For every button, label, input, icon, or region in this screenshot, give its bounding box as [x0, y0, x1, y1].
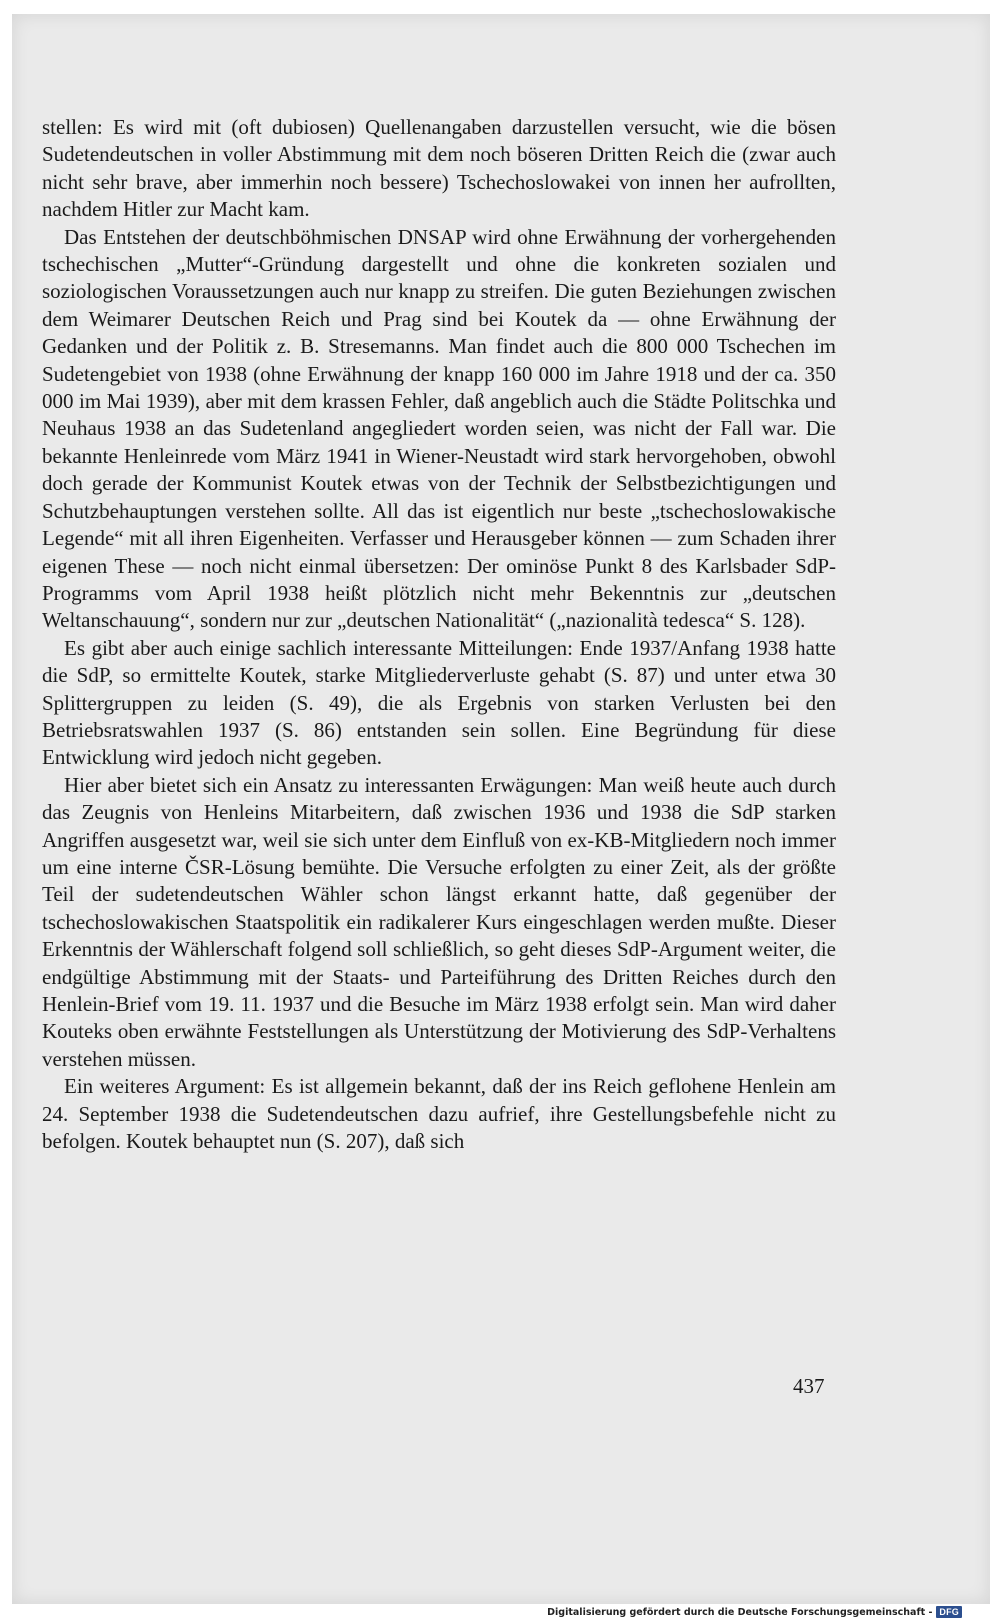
paragraph: Es gibt aber auch einige sachlich interessante Mitteilungen: Ende 1937/Anfang 1938 hatte die SdP, so ermittelte Koutek, starke Mitgliederverluste gehabt (S. 87) und unter etwa 30 Splittergruppen zu leiden (S. 49), die als Ergebnis von starken Verlusten bei den Betriebsratswahlen 1937 (S. 86) entstanden sein sollen. Eine Begründung für diese Entwicklung wird jedoch nicht gegeben. [42, 635, 836, 770]
paragraph: Ein weiteres Argument: Es ist allgemein bekannt, daß der ins Reich geflohene Henlein am 24. September 1938 die Sudetendeutschen dazu aufrief, ihre Gestellungsbefehle nicht zu befolgen. Koutek behauptet nun (S. 207), daß sich [42, 1074, 836, 1154]
paragraph: stellen: Es wird mit (oft dubiosen) Quellenangaben darzustellen versucht, wie die bösen Sudetendeutschen in voller Abstimmung mit dem noch böseren Dritten Reich die (zwar auch nicht sehr brave, aber immerhin noch bessere) Tschechoslowakei von innen her aufrollten, nachdem Hitler zur Macht kam. [42, 115, 836, 222]
dfg-logo-icon: DFG [936, 1606, 962, 1618]
page-number: 437 [793, 1374, 825, 1398]
footer-text: Digitalisierung gefördert durch die Deutsche Forschungsgemeinschaft - [547, 1606, 933, 1618]
paragraph: Hier aber bietet sich ein Ansatz zu interessanten Erwägungen: Man weiß heute auch durch das Zeugnis von Henleins Mitarbeitern, daß zwischen 1936 und 1938 die SdP starken Angriffen ausgesetzt war, weil sie sich unter dem Einfluß von ex-KB-Mitgliedern noch immer um eine interne ČSR-Lösung bemühte. Die Versuche erfolgten zu einer Zeit, als der größte Teil der sudetendeutschen Wähler schon längst erkannt hatte, daß gegenüber der tschechoslowakischen Staatspolitik ein radikalerer Kurs eingeschlagen werden mußte. Dieser Erkenntnis der Wählerschaft folgend soll schließlich, so geht dieses SdP-Argument weiter, die endgültige Abstimmung mit der Staats- und Parteiführung des Dritten Reiches durch den Henlein-Brief vom 19. 11. 1937 und die Besuche im März 1938 erfolgt sein. Man wird daher Kouteks oben erwähnte Feststellungen als Unterstützung der Motivierung des SdP-Verhaltens verstehen müssen. [42, 772, 836, 1071]
digitization-footer [547, 1604, 962, 1620]
paragraph: Das Entstehen der deutschböhmischen DNSAP wird ohne Erwähnung der vorhergehenden tschechischen „Mutter“-Gründung dargestellt und ohne die konkreten sozialen und soziologischen Voraussetzungen auch nur knapp zu streifen. Die guten Beziehungen zwischen dem Weimarer Deutschen Reich und Prag sind bei Koutek da — ohne Erwähnung der Gedanken und der Politik z. B. Stresemanns. Man findet auch die 800 000 Tschechen im Sudetengebiet von 1938 (ohne Erwähnung der knapp 160 000 im Jahre 1918 und der ca. 350 000 im Mai 1939), aber mit dem krassen Fehler, daß angeblich auch die Städte Politschka und Neuhaus 1938 an das Sudetenland angegliedert worden seien, was nicht der Fall war. Die bekannte Henleinrede vom März 1941 in Wiener-Neustadt wird stark hervorgehoben, obwohl doch gerade der Kommunist Koutek etwas von der Technik der Selbstbezichtigungen und Schutzbehauptungen verstehen sollte. All das ist eigentlich nur beste „tschechoslowakische Legende“ mit all ihren Eigenheiten. Verfasser und Herausgeber können — zum Schaden ihrer eigenen These — noch nicht einmal übersetzen: Der ominöse Punkt 8 des Karlsbader SdP-Programms vom April 1938 heißt plötzlich nicht mehr Bekenntnis zur „deutschen Weltanschauung“, sondern nur zur „deutschen Nationalität“ („nazionalità tedesca“ S. 128). [42, 224, 836, 633]
body-text [42, 114, 836, 1155]
